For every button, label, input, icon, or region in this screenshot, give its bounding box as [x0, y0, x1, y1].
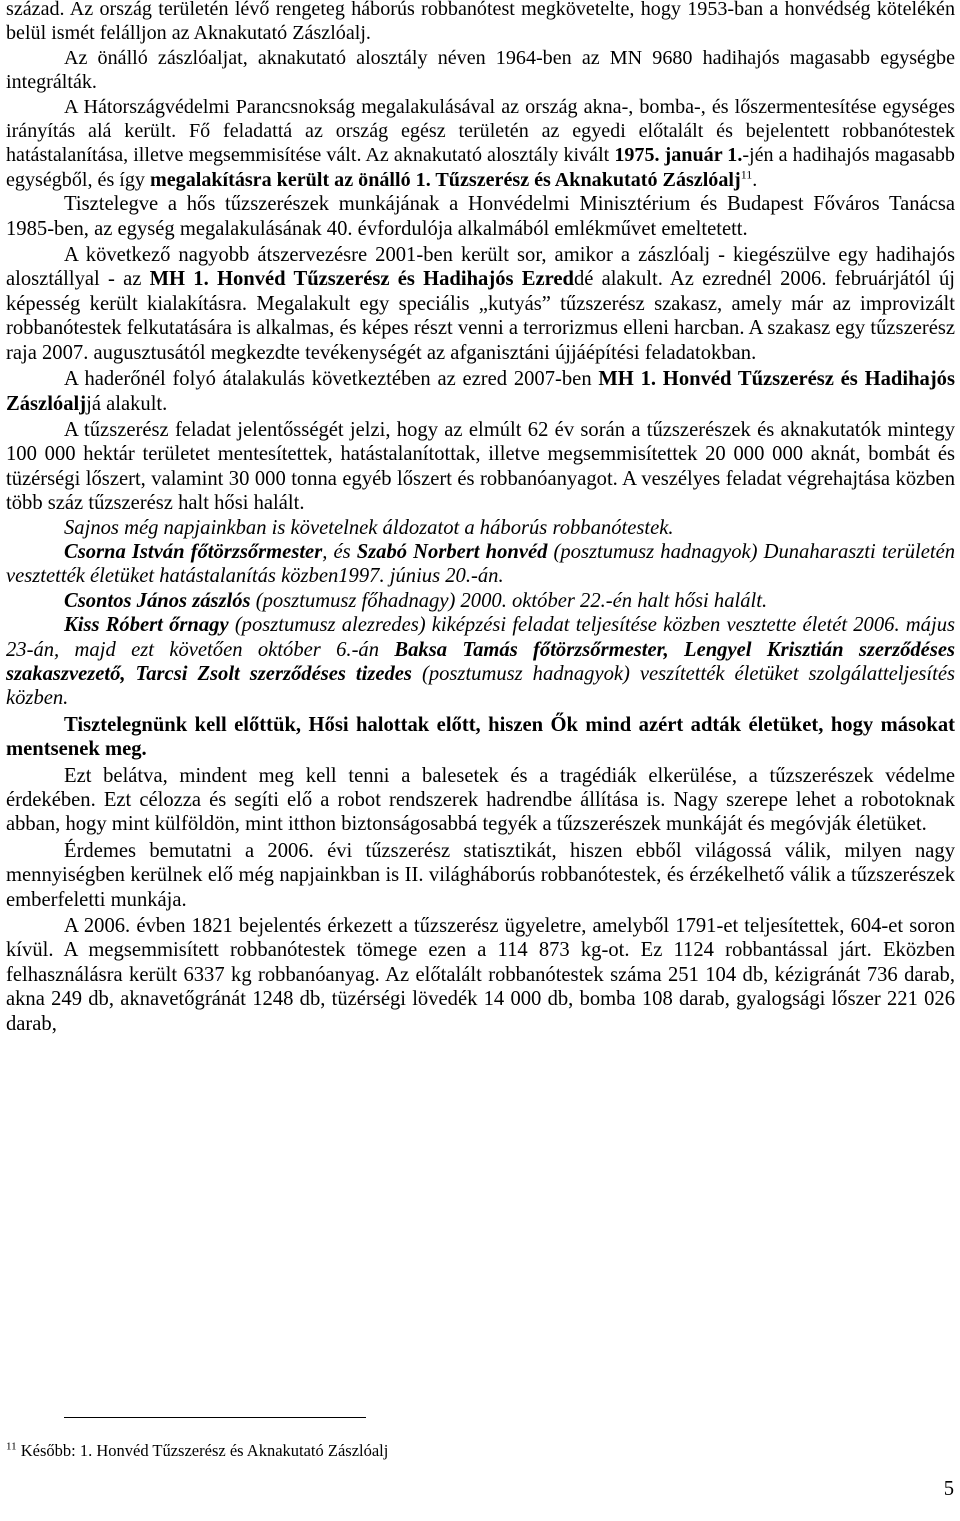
- footnote-divider: [64, 1417, 366, 1418]
- paragraph-11-text-d: (posztumusz hadnagyok) veszítették életüket szolgálatteljesítés közben.: [6, 662, 955, 710]
- paragraph-10-text-b: (posztumusz főhadnagy) 2000. október 22.-én halt hősi halált.: [250, 589, 768, 612]
- tribute-text: Tisztelegnünk kell előttük, Hősi halottak előtt, hiszen Ők mind azért adták életüket, hogy másokat mentsenek meg.: [6, 713, 955, 761]
- paragraph-6-text-c: já alakult.: [86, 392, 168, 415]
- paragraph-3-end: .: [752, 168, 758, 191]
- paragraph-2: [6, 46, 955, 95]
- name-szabo: Szabó Norbert honvéd: [356, 540, 548, 563]
- footnote: [6, 1441, 388, 1461]
- paragraph-7-text: A tűzszerész feladat jelentősségét jelzi, hogy az elmúlt 62 év során a tűzszerészek és aknakutatók mintegy 100 000 hektár területet mentesítettek, hatástalanítottak, illetve megsemmisítettek 20 000 000 aknát, bombát és tüzérségi lőszert, valamint 30 000 tonna egyéb lőszert és robbanóanyagot. A veszélyes feladat végrehajtása közben több száz tűzszerész halt hősi halált.: [6, 418, 955, 515]
- paragraph-4: [6, 192, 955, 241]
- paragraph-2-text: Az önálló zászlóaljat, aknakutató alosztály néven 1964-ben az MN 9680 hadihajós magasabb egységbe integrálták.: [6, 46, 955, 94]
- paragraph-15-text: A 2006. évben 1821 bejelentés érkezett a tűzszerész ügyeletre, amelyből 1791-et teljesítettek, 604-et soron kívül. A megsemmisített robbanótestek tömege ezen a 114 873 kg-ot. Ez 1124 robbantással járt. Eközben felhasználásra került 6337 kg robbanóanyag. Az előtalált robbanótestek száma 251 104 db, kézigránát 736 darab, akna 249 db, aknavetőgránát 1248 db, tüzérségi lövedék 14 000 db, bomba 108 darab, gyalogsági lőszer 221 026 darab,: [6, 915, 955, 1035]
- paragraph-12: [6, 713, 955, 762]
- paragraph-14: [6, 839, 955, 912]
- paragraph-13-text: Ezt belátva, mindent meg kell tenni a balesetek és a tragédiák elkerülése, a tűzszerészek védelme érdekében. Ezt célozza és segíti elő a robot rendszerek hadrendbe állítása is. Nagy szerepe lehet a robotoknak abban, hogy mint külföldön, mint itthon biztonságosabbá tegyék a tűzszerészek munkáját és megóvják életüket.: [6, 764, 955, 836]
- paragraph-1: [6, 0, 955, 46]
- unit-name-2001: MH 1. Honvéd Tűzszerész és Hadihajós Ezred: [149, 268, 574, 291]
- paragraph-7: [6, 418, 955, 516]
- paragraph-9-conj: , és: [322, 540, 357, 563]
- unit-name-1975: megalakításra került az önálló 1. Tűzszerész és Aknakutató Zászlóalj: [149, 168, 741, 191]
- name-csorna: Csorna István főtörzsőrmester: [64, 540, 323, 563]
- paragraph-11: [6, 613, 955, 711]
- footnote-ref[interactable]: 11: [740, 167, 753, 182]
- footnote-marker: 11: [6, 1440, 17, 1453]
- unit-name-2007: MH 1. Honvéd Tűzszerész és Hadihajós Zászlóalj: [6, 368, 955, 415]
- body-text: [6, 0, 955, 1036]
- paragraph-3-text-d: -jén a hadihajós magasabb egységből, és így: [6, 144, 955, 191]
- paragraph-8: [6, 516, 955, 540]
- paragraph-3-text-a: A Hátországvédelmi Parancsnokság megalakulásával az ország akna-, bomba-, és lőszermentesítése egységes irányítás alá került.: [6, 95, 955, 143]
- name-csontos: Csontos János zászlós: [64, 589, 251, 612]
- paragraph-15: [6, 914, 955, 1036]
- name-kiss: Kiss Róbert őrnagy: [64, 614, 229, 637]
- paragraph-5: [6, 243, 955, 365]
- paragraph-9-text-d: (posztumusz hadnagyok) Dunaharaszti területén vesztették életüket hatástalanítás közben1997. június 20.-án.: [6, 540, 956, 588]
- paragraph-6: [6, 367, 955, 416]
- paragraph-11-text-b: (posztumusz alezredes) kiképzési feladat teljesítése közben vesztette életét 2006. május 23-án, majd ezt követően október 6.-án: [6, 614, 955, 661]
- paragraph-8-text: Sajnos még napjainkban is követelnek áldozatot a háborús robbanótestek.: [64, 516, 674, 539]
- page-number: 5: [943, 1478, 954, 1500]
- paragraph-6-text-a: A haderőnél folyó átalakulás következtében az ezred 2007-ben: [64, 368, 599, 391]
- paragraph-13: [6, 764, 955, 837]
- paragraph-9: [6, 540, 955, 589]
- paragraph-14-text: Érdemes bemutatni a 2006. évi tűzszerész statisztikát, hiszen ebből világossá válik, milyen nagy mennyiségben kerülnek elő még napjainkban is II. világháborús robbanótestek, és érzékelhető válik a tűzszerészek emberfeletti munkája.: [6, 839, 955, 911]
- paragraph-5-text-a: A következő nagyobb átszervezésre 2001-ben került sor, amikor a zászlóalj - kiegészülve egy hadihajós alosztállyal - az: [6, 244, 955, 291]
- paragraph-1-text: század. Az ország területén lévő rengeteg háborús robbanótest megkövetelte, hogy 1953-ban a honvédség kötelékén belül ismét felálljon az Aknakutató Zászlóalj.: [6, 0, 955, 45]
- footnote-text: Később: 1. Honvéd Tűzszerész és Aknakutató Zászlóalj: [16, 1441, 389, 1460]
- paragraph-3: [6, 95, 955, 193]
- paragraph-10: [6, 589, 955, 613]
- paragraph-3-text-b: Fő feladattá az ország egész területén az egyedi előtalált és bejelentett robbanótestek hatástalanítása, illetve megsemmisítése vált. Az aknakutató alosztály kivált: [6, 120, 955, 167]
- paragraph-4-text: Tisztelegve a hős tűzszerészek munkájának a Honvédelmi Minisztérium és Budapest Főváros Tanácsa 1985-ben, az egység megalakulásának 40. évfordulója alkalmából emlékművet emeltetett.: [6, 193, 955, 240]
- paragraph-5-text-c: dé alakult. Az ezrednél 2006. februárjától új képesség került kialakításra. Megalakult egy speciális „kutyás” tűzszerész szakasz, amely már az improvizált robbanótestek felkutatására is alkalmas, és képes részt venni a terrorizmus elleni harcban. A szakasz egy tűzszerész raja 2007. augusztusától megkezdte tevékenységét az afganisztáni újjáépítési feladatokban.: [6, 268, 955, 364]
- names-baksa-lengyel-tarcsi: Baksa Tamás főtörzsőrmester, Lengyel Krisztián szerződéses szakaszvezető, Tarcsi Zsolt szerződéses tizedes: [6, 638, 955, 685]
- date-1975: 1975. január 1.: [614, 144, 743, 167]
